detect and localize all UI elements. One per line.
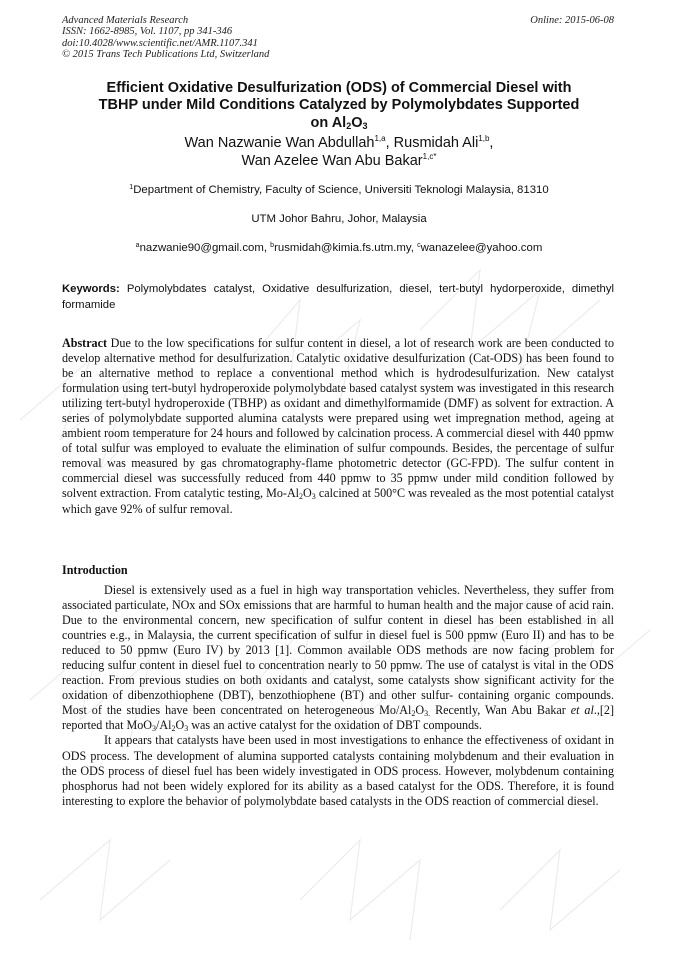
affiliation-line-1: $^1$Department of Chemistry, Faculty of Science, Universiti Teknologi Malaysia, 81310 [129, 184, 549, 196]
author-name: Wan Azelee Wan Abu Bakar [241, 152, 423, 169]
title-line-1: Efficient Oxidative Desulfurization (ODS) of Commercial Diesel with [106, 80, 572, 96]
author-list [62, 135, 616, 170]
paragraph: It appears that catalysts have been used in most investigations to enhance the effectiveness of oxidant in ODS process. The development of alumina supported catalysts containing molybdenum and their evaluation in the ODS process of diesel fuel has been widely investigated in ODS process. However, molybdenum containing phosphorus had not been widely explored for its ability as a based catalyst for the ODS. Therefore, it is found interesting to explore the behavior of polymolybdate based catalysts in the ODS reaction of commercial diesel. [62, 733, 614, 808]
keywords [62, 281, 614, 313]
keywords-label: Keywords: [62, 283, 120, 295]
online-date: Online: 2015-06-08 [530, 15, 614, 26]
paragraph: Diesel is extensively used as a fuel in high way transportation vehicles. Nevertheless, they suffer from associated particulate, NOx and SOx emissions that are harmful to human health and the major cause of acid rain. Due to the environmental concern, new specification of sulfur content in diesel has been established in all countries e.g., in Malaysia, the current specification of sulfur in diesel fuel is 500 ppmw (Euro II) and has to be reduced to 50 ppmw (Euro IV) by 2013 [1]. Common available ODS methods are now facing problem for reducing sulfur content in diesel fuel to concentration nearly to 50 ppmw. The use of catalyst is vital in the ODS reaction. From previous studies on both oxidants and catalyst, some catalysts show significant activity for the oxidation of dibenzothiophene (DBT), benzothiophene (BT) and other sulfur- containing organic compounds. Most of the studies have been concentrated on heterogeneous $Mo/Al_2O_{3.}$ Recently, Wan Abu Bakar et al.,[2] reported that $MoO_3/Al_2O_3$ was an active catalyst for the oxidation of DBT compounds. [62, 583, 614, 734]
journal-header [62, 15, 269, 61]
keywords-text: Polymolybdates catalyst, Oxidative desulfurization, diesel, tert-butyl hydorperoxide, dimethyl formamide [62, 283, 614, 311]
abstract: Abstract Due to the low specifications for sulfur content in diesel, a lot of research work are been conducted to develop alternative method for desulfurization. Catalytic oxidative desulfurization (Cat-ODS) has been found to be an alternative method to replace a conventional method which is hydrodesulfurization. New catalyst formulation using tert-butyl hydroperoxide polymolybdate based catalyst system was investigated in this research utilizing tert-butyl hydroperoxide (TBHP) as oxidant and dimethylformamide (DMF) as solvent for extraction. A series of polymolybdate supported alumina catalysts were prepared using wet impregnation method, ageing at ambient room temperature for 24 hours and followed by calcination process. A commercial diesel with 440 ppmw of total sulfur was employed to evaluate the elimination of sulfur compounds. Besides, the percentage of sulfur removal was measured by gas chromatography-flame photometric detector (GC-FPD). The sulfur content in commercial diesel was successfully reduced from 440 ppmw to 35 ppmw under mild condition followed by solvent extraction. From catalytic testing, $Mo-Al_2O_3$ calcined at 500°C was revealed as the most potential catalyst which gave 92% of sulfur removal. [62, 336, 614, 516]
journal-doi: doi:10.4028/www.scientific.net/AMR.1107.341 [62, 37, 258, 49]
section-heading-introduction: Introduction [62, 563, 128, 577]
author-name: , Rusmidah Ali [385, 135, 479, 151]
title-line-2: TBHP under Mild Conditions Catalyzed by Polymolybdates Supported [98, 97, 580, 114]
author-emails: $^a$nazwanie90@gmail.com, $^b$rusmidah@kimia.fs.utm.my, $^c$wanazelee@yahoo.com [135, 242, 543, 254]
abstract-label: Abstract [62, 336, 108, 350]
affiliation-line-2: UTM Johor Bahru, Johor, Malaysia [251, 213, 427, 225]
introduction-body [62, 583, 614, 809]
title-line-3: on $Al_2O_3$ [310, 114, 368, 131]
author-name: Wan Nazwanie Wan Abdullah [184, 135, 375, 151]
journal-name: Advanced Materials Research [62, 15, 189, 26]
paper-title [62, 80, 616, 132]
journal-issn: ISSN: 1662-8985, Vol. 1107, pp 341-346 [62, 26, 233, 38]
author-line-2: Wan Azelee Wan Abu Bakar$^{1,c*}$ [241, 151, 437, 169]
journal-copyright: © 2015 Trans Tech Publications Ltd, Switzerland [62, 49, 270, 61]
author-line-1: Wan Nazwanie Wan Abdullah$^{1,a}$, Rusmidah Ali$^{1,b}$, [184, 134, 494, 151]
